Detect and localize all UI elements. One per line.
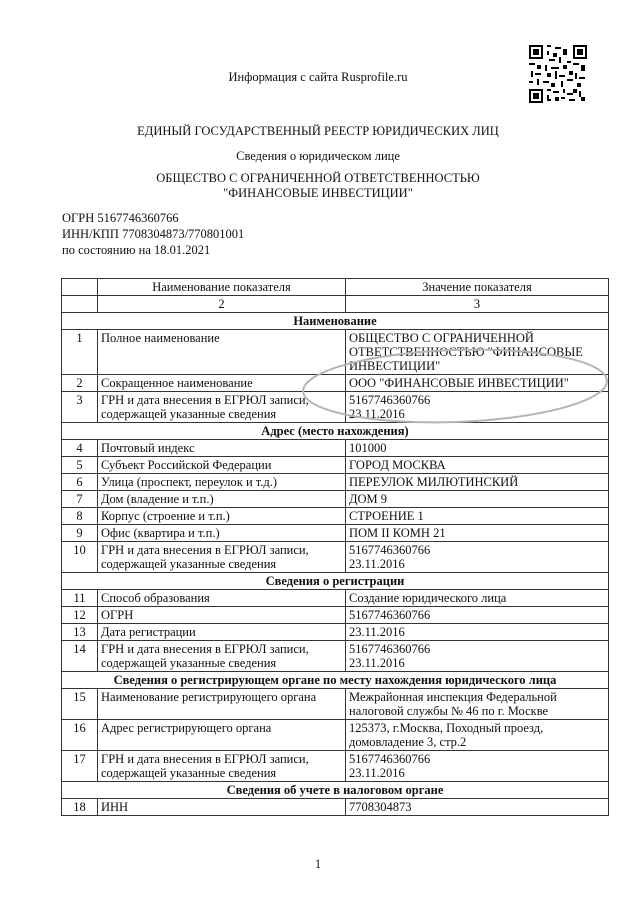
row-number: 10 (62, 542, 98, 573)
header-cell-num (62, 279, 98, 296)
section-row-tax (62, 782, 609, 799)
table-row (62, 375, 609, 392)
row-value: СТРОЕНИЕ 1 (346, 508, 609, 525)
table-row (62, 720, 609, 751)
row-label: ГРН и дата внесения в ЕГРЮЛ записи, содержащей указанные сведения (98, 641, 346, 672)
row-number: 13 (62, 624, 98, 641)
row-label: ГРН и дата внесения в ЕГРЮЛ записи, содержащей указанные сведения (98, 392, 346, 423)
row-value: 101000 (346, 440, 609, 457)
row-number: 17 (62, 751, 98, 782)
row-value: ОБЩЕСТВО С ОГРАНИЧЕННОЙ ОТВЕТСТВЕННОСТЬЮ "ФИНАНСОВЫЕ ИНВЕСТИЦИИ" (346, 330, 609, 375)
document-subtitle: Сведения о юридическом лице (236, 149, 400, 163)
row-number: 16 (62, 720, 98, 751)
row-value: 125373, г.Москва, Походный проезд, домовладение 3, стр.2 (346, 720, 609, 751)
page-number: 1 (314, 857, 322, 871)
table-row (62, 457, 609, 474)
table-row (62, 474, 609, 491)
section-title: Наименование (62, 313, 609, 330)
section-title: Адрес (место нахождения) (62, 423, 609, 440)
inn-kpp-line: ИНН/КПП 7708304873/770801001 (62, 227, 245, 241)
section-row-registration (62, 573, 609, 590)
column-number-row (62, 296, 609, 313)
row-label: Корпус (строение и т.п.) (98, 508, 346, 525)
section-row-reg-authority (62, 672, 609, 689)
table-row (62, 641, 609, 672)
row-label: Субъект Российской Федерации (98, 457, 346, 474)
table-row (62, 799, 609, 816)
header-cell-name: Наименование показателя (98, 279, 346, 296)
row-value (346, 392, 609, 423)
table-row (62, 590, 609, 607)
row-number: 5 (62, 457, 98, 474)
row-value: 7708304873 (346, 799, 609, 816)
grn-value: 5167746360766 (349, 393, 431, 407)
row-label: Офис (квартира и т.п.) (98, 525, 346, 542)
date-value: 23.11.2016 (349, 766, 405, 780)
colnum-3: 3 (346, 296, 609, 313)
grn-value: 5167746360766 (349, 543, 431, 557)
row-label: ОГРН (98, 607, 346, 624)
header-cell-value: Значение показателя (346, 279, 609, 296)
row-label: ГРН и дата внесения в ЕГРЮЛ записи, содержащей указанные сведения (98, 542, 346, 573)
table-row (62, 689, 609, 720)
qr-code-icon[interactable] (529, 45, 587, 103)
row-value: 23.11.2016 (346, 624, 609, 641)
row-number: 6 (62, 474, 98, 491)
section-row-address (62, 423, 609, 440)
row-number: 8 (62, 508, 98, 525)
row-label: Почтовый индекс (98, 440, 346, 457)
row-value: 5167746360766 (346, 607, 609, 624)
section-title: Сведения о регистрации (62, 573, 609, 590)
row-value: ГОРОД МОСКВА (346, 457, 609, 474)
row-label: Полное наименование (98, 330, 346, 375)
row-value: ПОМ II КОМН 21 (346, 525, 609, 542)
grn-value: 5167746360766 (349, 642, 431, 656)
registry-table (61, 278, 609, 816)
row-number: 15 (62, 689, 98, 720)
row-number: 14 (62, 641, 98, 672)
row-label: Дом (владение и т.п.) (98, 491, 346, 508)
table-row (62, 607, 609, 624)
row-value: ДОМ 9 (346, 491, 609, 508)
grn-value: 5167746360766 (349, 752, 431, 766)
row-label: ГРН и дата внесения в ЕГРЮЛ записи, содержащей указанные сведения (98, 751, 346, 782)
row-number: 7 (62, 491, 98, 508)
as-of-date-line: по состоянию на 18.01.2021 (62, 243, 211, 257)
row-number: 18 (62, 799, 98, 816)
row-value (346, 542, 609, 573)
row-label: Способ образования (98, 590, 346, 607)
row-number: 12 (62, 607, 98, 624)
company-name-line2: "ФИНАНСОВЫЕ ИНВЕСТИЦИИ" (223, 186, 413, 200)
row-value: ООО "ФИНАНСОВЫЕ ИНВЕСТИЦИИ" (346, 375, 609, 392)
row-number: 4 (62, 440, 98, 457)
colnum-2: 2 (98, 296, 346, 313)
table-row (62, 542, 609, 573)
table-row (62, 392, 609, 423)
date-value: 23.11.2016 (349, 557, 405, 571)
row-label: Наименование регистрирующего органа (98, 689, 346, 720)
table-row (62, 491, 609, 508)
row-value: ПЕРЕУЛОК МИЛЮТИНСКИЙ (346, 474, 609, 491)
row-value: Создание юридического лица (346, 590, 609, 607)
section-title: Сведения об учете в налоговом органе (62, 782, 609, 799)
row-label: Улица (проспект, переулок и т.д.) (98, 474, 346, 491)
table-row (62, 508, 609, 525)
registry-title: ЕДИНЫЙ ГОСУДАРСТВЕННЫЙ РЕЕСТР ЮРИДИЧЕСКИХ ЛИЦ (137, 124, 499, 138)
table-row (62, 330, 609, 375)
colnum-1 (62, 296, 98, 313)
table-header-row (62, 279, 609, 296)
row-number: 2 (62, 375, 98, 392)
row-label: Сокращенное наименование (98, 375, 346, 392)
table-row (62, 751, 609, 782)
table-row (62, 440, 609, 457)
row-number: 9 (62, 525, 98, 542)
row-value (346, 751, 609, 782)
row-value (346, 641, 609, 672)
row-label: Дата регистрации (98, 624, 346, 641)
info-source: Информация с сайта Rusprofile.ru (228, 70, 408, 84)
ogrn-line: ОГРН 5167746360766 (62, 211, 179, 225)
table-row (62, 525, 609, 542)
company-name-line1: ОБЩЕСТВО С ОГРАНИЧЕННОЙ ОТВЕТСТВЕННОСТЬЮ (156, 171, 480, 185)
date-value: 23.11.2016 (349, 407, 405, 421)
row-number: 1 (62, 330, 98, 375)
section-title: Сведения о регистрирующем органе по месту нахождения юридического лица (62, 672, 609, 689)
row-value: Межрайонная инспекция Федеральной налоговой службы № 46 по г. Москве (346, 689, 609, 720)
date-value: 23.11.2016 (349, 656, 405, 670)
row-label: ИНН (98, 799, 346, 816)
section-row-name (62, 313, 609, 330)
table-row (62, 624, 609, 641)
row-number: 11 (62, 590, 98, 607)
row-number: 3 (62, 392, 98, 423)
row-label: Адрес регистрирующего органа (98, 720, 346, 751)
